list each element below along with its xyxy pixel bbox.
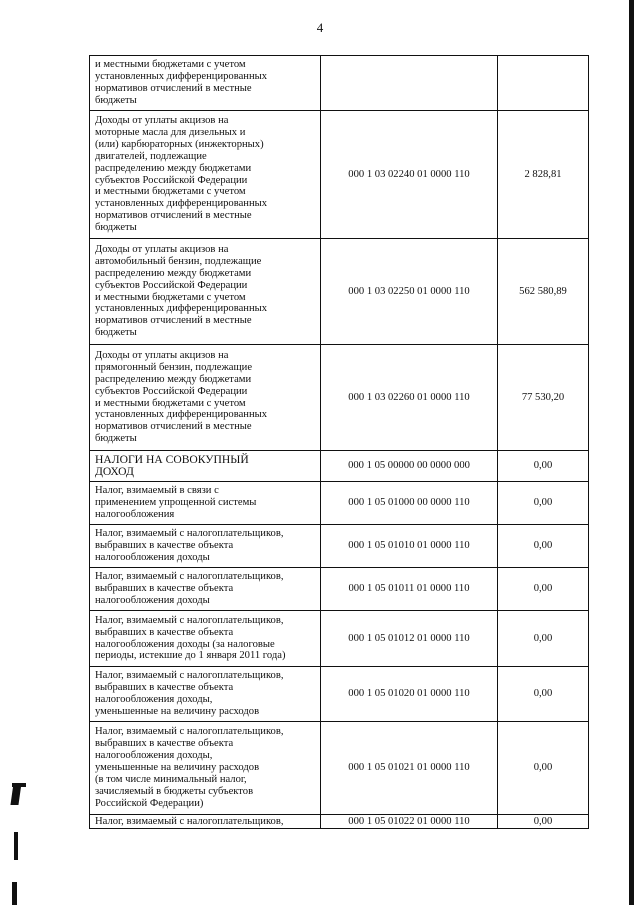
revenue-name-cell: Налог, взимаемый с налогоплательщиков, выбравших в качестве объекта налогообложения доходы: [90, 568, 321, 611]
revenue-name-cell: Налог, взимаемый с налогоплательщиков, выбравших в качестве объекта налогообложения доходы, уменьшенные на величину расходов (в том числе минимальный налог, зачисляемый в бюджеты субъектов Российской Федерации): [90, 722, 321, 815]
budget-code-cell: 000 1 05 01022 01 0000 110: [321, 815, 498, 829]
revenue-name-cell: Доходы от уплаты акцизов на автомобильный бензин, подлежащие распределению между бюджетами субъектов Российской Федерации и местными бюджетами с учетом установленных дифференцированных нормативов отчислений в местные бюджеты: [90, 239, 321, 345]
amount-cell: 0,00: [498, 482, 589, 525]
budget-code-cell: [321, 56, 498, 111]
amount-cell: 0,00: [498, 611, 589, 667]
budget-code-cell: 000 1 05 01021 01 0000 110: [321, 722, 498, 815]
amount-cell: 0,00: [498, 451, 589, 482]
table-row: [90, 815, 589, 829]
table-row: [90, 345, 589, 451]
amount-cell: 0,00: [498, 815, 589, 829]
budget-code-cell: 000 1 05 01012 01 0000 110: [321, 611, 498, 667]
section-heading-cell: НАЛОГИ НА СОВОКУПНЫЙ ДОХОД: [90, 451, 321, 482]
revenue-name-cell: Налог, взимаемый с налогоплательщиков,: [90, 815, 321, 829]
amount-cell: 77 530,20: [498, 345, 589, 451]
revenue-name-cell: и местными бюджетами с учетом установленных дифференцированных нормативов отчислений в местные бюджеты: [90, 56, 321, 111]
budget-code-cell: 000 1 03 02250 01 0000 110: [321, 239, 498, 345]
table-row: [90, 239, 589, 345]
revenue-name-cell: Налог, взимаемый с налогоплательщиков, выбравших в качестве объекта налогообложения доходы (за налоговые периоды, истекшие до 1 января 2011 года): [90, 611, 321, 667]
revenue-table: [89, 55, 589, 829]
table-row: [90, 111, 589, 239]
table-row: [90, 56, 589, 111]
budget-code-cell: 000 1 03 02240 01 0000 110: [321, 111, 498, 239]
amount-cell: 0,00: [498, 568, 589, 611]
budget-code-cell: 000 1 05 01011 01 0000 110: [321, 568, 498, 611]
budget-code-cell: 000 1 05 01010 01 0000 110: [321, 525, 498, 568]
amount-cell: 2 828,81: [498, 111, 589, 239]
amount-cell: 0,00: [498, 525, 589, 568]
budget-code-cell: 000 1 05 01000 00 0000 110: [321, 482, 498, 525]
budget-code-cell: 000 1 03 02260 01 0000 110: [321, 345, 498, 451]
scan-edge-line: [629, 0, 634, 905]
scan-artifact-mark: [12, 783, 26, 787]
table-row: [90, 525, 589, 568]
table-row: [90, 482, 589, 525]
table-row: [90, 611, 589, 667]
revenue-name-cell: Налог, взимаемый в связи с применением упрощенной системы налогообложения: [90, 482, 321, 525]
table-row: [90, 568, 589, 611]
amount-cell: [498, 56, 589, 111]
table-row: [90, 667, 589, 722]
table-row: [90, 722, 589, 815]
budget-code-cell: 000 1 05 01020 01 0000 110: [321, 667, 498, 722]
table-row: [90, 451, 589, 482]
budget-code-cell: 000 1 05 00000 00 0000 000: [321, 451, 498, 482]
revenue-name-cell: Доходы от уплаты акцизов на прямогонный бензин, подлежащие распределению между бюджетами субъектов Российской Федерации и местными бюджетами с учетом установленных дифференцированных нормативов отчислений в местные бюджеты: [90, 345, 321, 451]
scan-artifact-mark: [12, 882, 17, 905]
revenue-name-cell: Налог, взимаемый с налогоплательщиков, выбравших в качестве объекта налогообложения доходы: [90, 525, 321, 568]
amount-cell: 0,00: [498, 667, 589, 722]
revenue-name-cell: Налог, взимаемый с налогоплательщиков, выбравших в качестве объекта налогообложения доходы, уменьшенные на величину расходов: [90, 667, 321, 722]
revenue-name-cell: Доходы от уплаты акцизов на моторные масла для дизельных и (или) карбюраторных (инжекторных) двигателей, подлежащие распределению между бюджетами субъектов Российской Федерации и местными бюджетами с учетом установленных дифференцированных нормативов отчислений в местные бюджеты: [90, 111, 321, 239]
amount-cell: 0,00: [498, 722, 589, 815]
page-number: 4: [316, 20, 324, 35]
amount-cell: 562 580,89: [498, 239, 589, 345]
scan-artifact-mark: [14, 832, 18, 860]
